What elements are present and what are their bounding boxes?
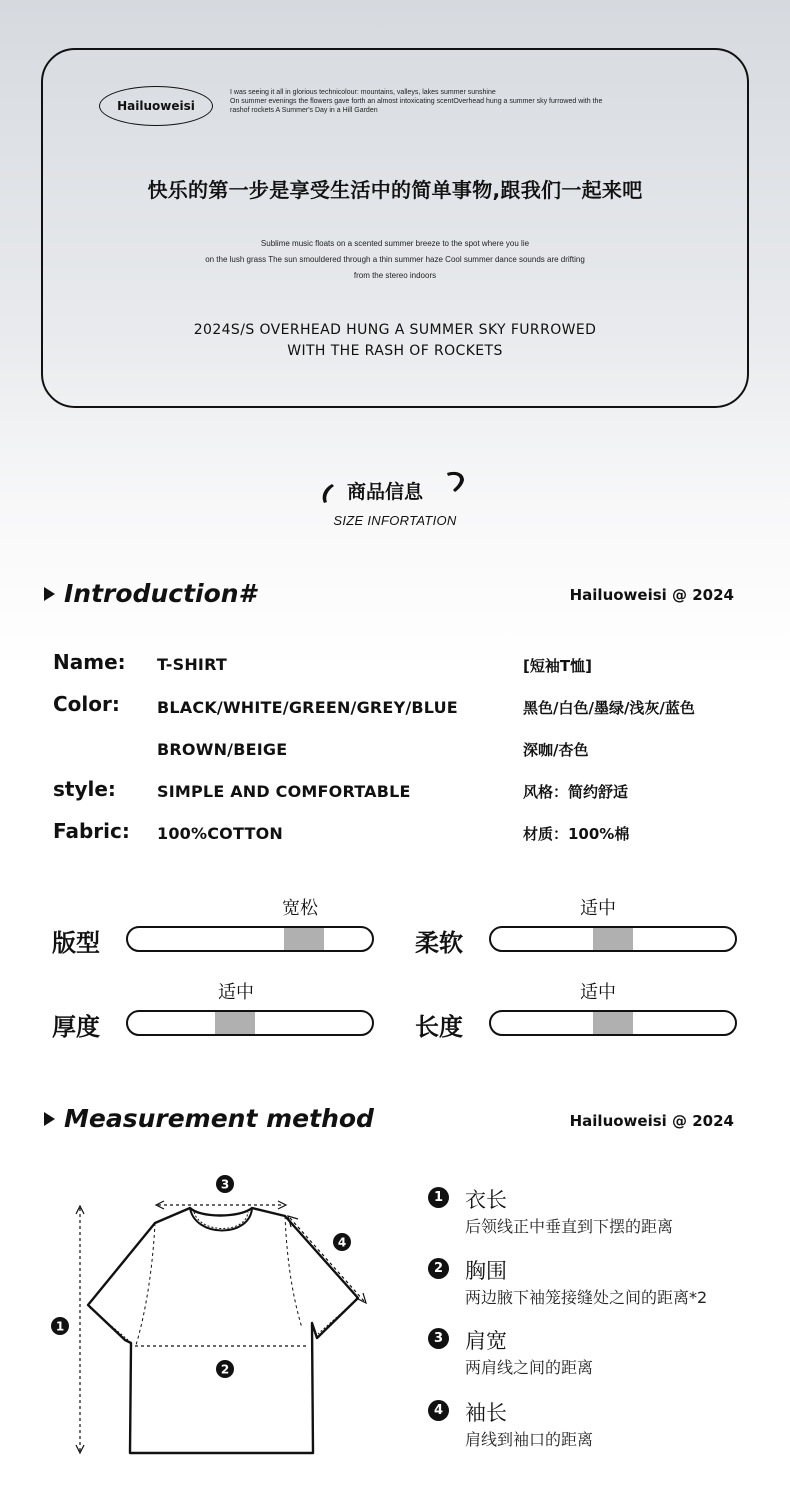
info-value-cn: [短袖T恤] [523, 657, 592, 675]
scale-label: 长度 [415, 1013, 463, 1041]
info-value: BLACK/WHITE/GREEN/GREY/BLUE [157, 698, 458, 717]
scale-track [126, 926, 374, 952]
scale-label: 厚度 [52, 1013, 100, 1041]
poem-line: on the lush grass The sun smouldered through a thin summer haze Cool summer dance sounds are drifting [205, 255, 585, 264]
slogan: 快乐的第一步是享受生活中的简单事物,跟我们一起来吧 [147, 178, 643, 202]
blurb-line: rashof rockets A Summer's Day in a Hill Garden [230, 107, 378, 114]
poem-line: from the stereo indoors [353, 271, 437, 280]
season-headline [43, 320, 747, 362]
tshirt-outline [88, 1208, 358, 1453]
poem-blurb [43, 236, 747, 284]
left-swoosh-icon [318, 480, 344, 506]
info-value: 100%COTTON [157, 824, 283, 843]
section-subtitle: SIZE INFORTATION [333, 513, 457, 528]
info-value-cn: 风格：简约舒适 [523, 783, 629, 801]
scale-marker [215, 1012, 255, 1034]
scale-marker [284, 928, 324, 950]
section-title [0, 470, 790, 510]
measure-item-name: 袖长 [465, 1401, 507, 1425]
info-label: Name: [53, 650, 126, 674]
measure-item-name: 衣长 [465, 1188, 507, 1212]
scale-level: 适中 [580, 982, 616, 1003]
svg-text:1: 1 [55, 1319, 65, 1334]
measure-item-name: 胸围 [465, 1259, 507, 1283]
diagram-marker-1 [51, 1317, 69, 1335]
measure-brand-tag: Hailuoweisi @ 2024 [569, 1112, 734, 1130]
number-badge: 4 [428, 1400, 449, 1421]
triangle-bullet-icon [44, 1112, 55, 1126]
info-label: Color: [53, 692, 120, 716]
scale-level: 适中 [580, 898, 616, 919]
info-label: style: [53, 777, 116, 801]
brand-card [41, 48, 749, 408]
measure-item-desc: 两边腋下袖笼接缝处之间的距离*2 [465, 1288, 708, 1307]
measure-item-desc: 肩线到袖口的距离 [465, 1430, 594, 1449]
scale-track [126, 1010, 374, 1036]
info-value: SIMPLE AND COMFORTABLE [157, 782, 411, 801]
intro-heading-text: Introduction# [64, 579, 256, 608]
headline-line: 2024S/S OVERHEAD HUNG A SUMMER SKY FURROWED [193, 322, 597, 338]
scale-track [489, 1010, 737, 1036]
scale-marker [593, 928, 633, 950]
info-value-cn: 深咖/杏色 [523, 741, 589, 759]
blurb-line: On summer evenings the flowers gave forth an almost intoxicating scentOverhead hung a summer sky furrowed with the [230, 98, 603, 105]
brand-logo: Hailuoweisi [99, 86, 213, 126]
poem-line: Sublime music floats on a scented summer breeze to the spot where you lie [260, 239, 530, 248]
measure-item-desc: 后领线正中垂直到下摆的距离 [465, 1217, 674, 1236]
diagram-marker-3 [216, 1175, 234, 1193]
svg-text:2: 2 [220, 1362, 230, 1377]
info-value-cn: 黑色/白色/墨绿/浅灰/蓝色 [523, 699, 695, 717]
triangle-bullet-icon [44, 587, 55, 601]
svg-text:3: 3 [220, 1177, 230, 1192]
info-value: BROWN/BEIGE [157, 740, 288, 759]
headline-line: WITH THE RASH OF ROCKETS [287, 343, 503, 359]
diagram-marker-2 [216, 1360, 234, 1378]
scale-level: 适中 [218, 982, 254, 1003]
measure-item-name: 肩宽 [465, 1329, 507, 1353]
measure-item-desc: 两肩线之间的距离 [465, 1358, 594, 1377]
scale-label: 柔软 [415, 929, 463, 957]
number-badge: 2 [428, 1258, 449, 1279]
diagram-marker-4 [333, 1233, 351, 1251]
section-title-text: 商品信息 [347, 481, 424, 503]
scale-label: 版型 [52, 929, 100, 957]
measure-heading-text: Measurement method [64, 1104, 374, 1133]
blurb-line: I was seeing it all in glorious technicolour: mountains, valleys, lakes summer sunshine [230, 89, 496, 96]
right-swoosh-icon [444, 468, 470, 494]
info-label: Fabric: [53, 819, 130, 843]
tshirt-diagram [40, 1168, 380, 1468]
scale-track [489, 926, 737, 952]
tshirt-collar [190, 1208, 252, 1231]
scale-level: 宽松 [282, 898, 318, 919]
info-value: T-SHIRT [157, 655, 227, 674]
scale-marker [593, 1012, 633, 1034]
intro-blurb [230, 88, 710, 115]
number-badge: 1 [428, 1187, 449, 1208]
intro-brand-tag: Hailuoweisi @ 2024 [569, 586, 734, 604]
svg-text:4: 4 [337, 1235, 347, 1250]
info-value-cn: 材质：100%棉 [523, 825, 630, 843]
number-badge: 3 [428, 1328, 449, 1349]
